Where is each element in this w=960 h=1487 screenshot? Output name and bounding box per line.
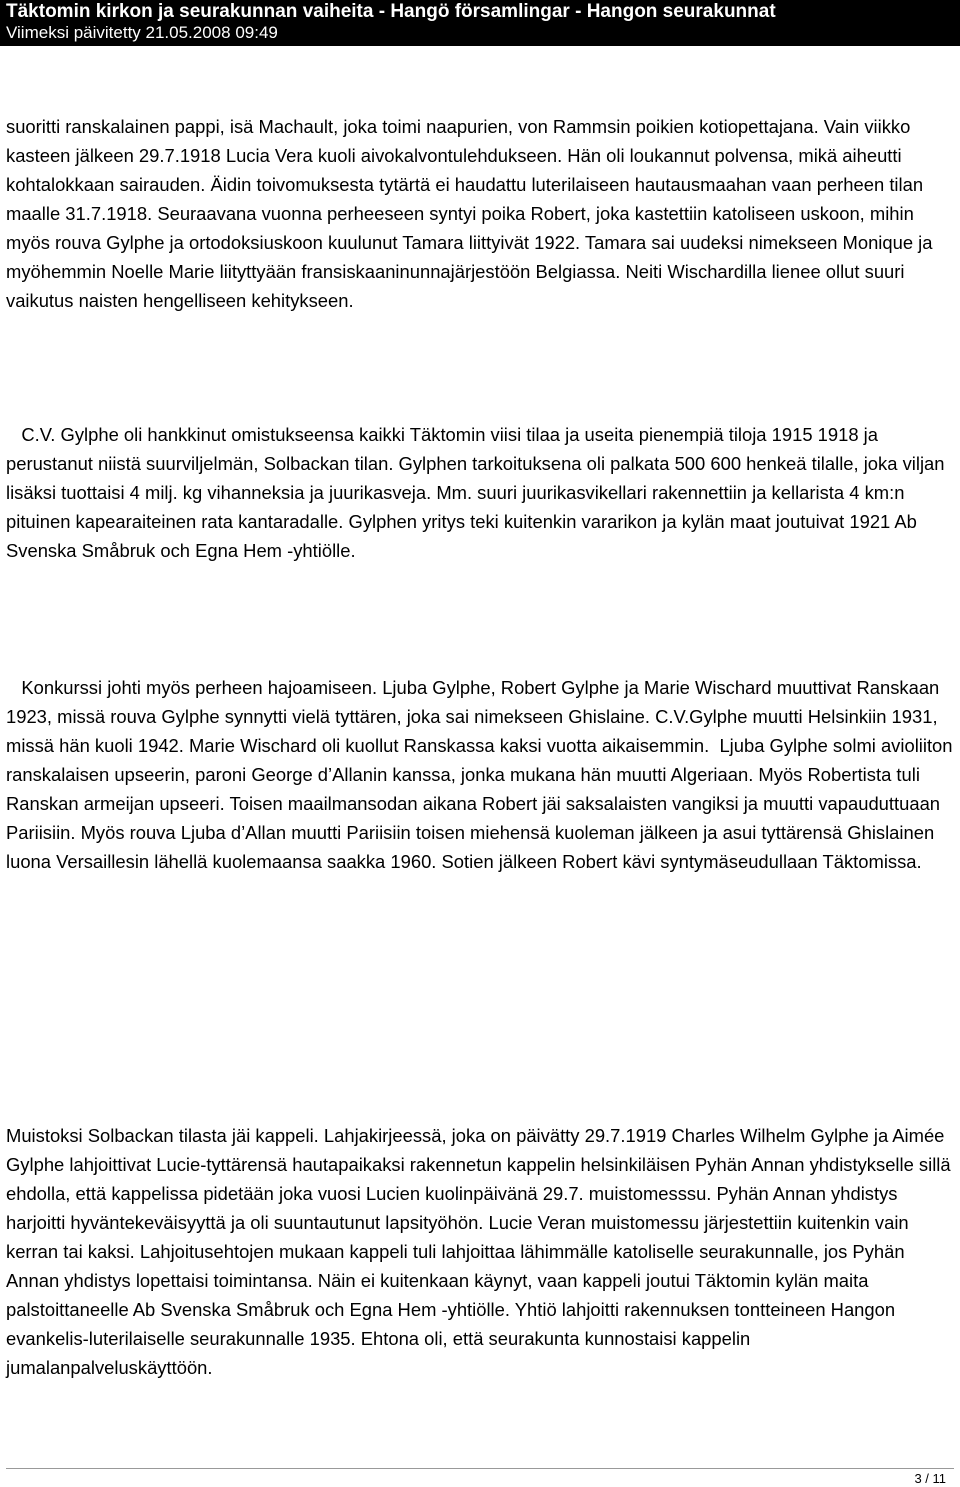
body-paragraph-3: Konkurssi johti myös perheen hajoamiseen. Ljuba Gylphe, Robert Gylphe ja Marie Wischard muuttivat Ranskaan 1923, missä rouva Gylphe synnytti vielä tyttären, joka sai nimekseen Ghislaine. C.V.Gylphe muutti Helsinkiin 1931, missä hän kuoli 1942. Marie Wischard oli kuollut Ranskassa kaksi vuotta aikaisemmin. Ljuba Gylphe solmi avioliiton ranskalaisen upseerin, paroni George d’Allanin kanssa, jonka mukana hän muutti Algeriaan. Myös Robertista tuli Ranskan armeijan upseeri. Toisen maailmansodan aikana Robert jäi saksalaisten vangiksi ja muutti vapauduttuaan Pariisiin. Myös rouva Ljuba d’Allan muutti Pariisiin toisen miehensä kuoleman jälkeen ja asui tyttärensä Ghislainen luona Versaillesin lähellä kuolemaansa saakka 1960. Sotien jälkeen Robert kävi syntymäseudullaan Täktomissa.: [6, 677, 958, 872]
page-number: 3 / 11: [914, 1471, 946, 1486]
footer-divider: [6, 1468, 954, 1469]
body-paragraph-4: Muistoksi Solbackan tilasta jäi kappeli. Lahjakirjeessä, joka on päivätty 29.7.1919 Charles Wilhelm Gylphe ja Aimée Gylphe lahjoittivat Lucie-tyttärensä hautapaikaksi rakennetun kappelin helsinkiläisen Pyhän Annan yhdistykselle sillä ehdolla, että kappelissa pidetään joka vuosi Lucien kuolinpäivänä 29.7. muistomesssu. Pyhän Annan yhdistys harjoitti hyväntekeväisyyttä ja oli suuntautunut lapsityöhön. Lucie Veran muistomessu järjestettiin kuitenkin vain kerran tai kaksi. Lahjoitusehtojen mukaan kappeli tuli lahjoittaa lähimmälle katoliselle seurakunnalle, jos Pyhän Annan yhdistys lopettaisi toimintansa. Näin ei kuitenkaan käynyt, vaan kappeli joutui Täktomin kylän maita palstoittaneelle Ab Svenska Småbruk och Egna Hem -yhtiölle. Yhtiö lahjoitti rakennuksen tontteineen Hangon evankelis-luterilaiselle seurakunnalle 1935. Ehtona oli, että seurakunta kunnostaisi kappelin jumalanpalveluskäyttöön.: [6, 1125, 956, 1378]
page-title: Täktomin kirkon ja seurakunnan vaiheita - Hangö församlingar - Hangon seurakunnat: [6, 1, 776, 22]
page-header: [0, 0, 960, 46]
body-paragraph-1: suoritti ranskalainen pappi, isä Machault, joka toimi naapurien, von Rammsin poikien kotiopettajana. Vain viikko kasteen jälkeen 29.7.1918 Lucia Vera kuoli aivokalvontulehdukseen. Hän oli loukannut polvensa, mikä aiheutti kohtalokkaan sairauden. Äidin toivomuksesta tytärtä ei haudattu luterilaiseen hautausmaahan vaan perheen tilan maalle 31.7.1918. Seuraavana vuonna perheeseen syntyi poika Robert, joka kastettiin katoliseen uskoon, mihin myös rouva Gylphe ja ortodoksiuskoon kuulunut Tamara liittyivät 1922. Tamara sai uudeksi nimekseen Monique ja myöhemmin Noelle Marie liityttyään fransiskaaninunnajärjestöön Belgiassa. Neiti Wischardilla lienee ollut suuri vaikutus naisten hengelliseen kehitykseen.: [6, 116, 938, 311]
last-updated-text: Viimeksi päivitetty 21.05.2008 09:49: [6, 23, 278, 42]
body-paragraph-2: C.V. Gylphe oli hankkinut omistukseensa kaikki Täktomin viisi tilaa ja useita pienempiä tiloja 1915 1918 ja perustanut niistä suurviljelmän, Solbackan tilan. Gylphen tarkoituksena oli palkata 500 600 henkeä tilalle, joka viljan lisäksi tuottaisi 4 milj. kg vihanneksia ja juurikasveja. Mm. suuri juurikasvikellari rakennettiin ja kellarista 4 km:n pituinen kapearaiteinen rata kantaradalle. Gylphen yritys teki kuitenkin vararikon ja kylän maat joutuivat 1921 Ab Svenska Småbruk och Egna Hem -yhtiölle.: [6, 424, 950, 561]
